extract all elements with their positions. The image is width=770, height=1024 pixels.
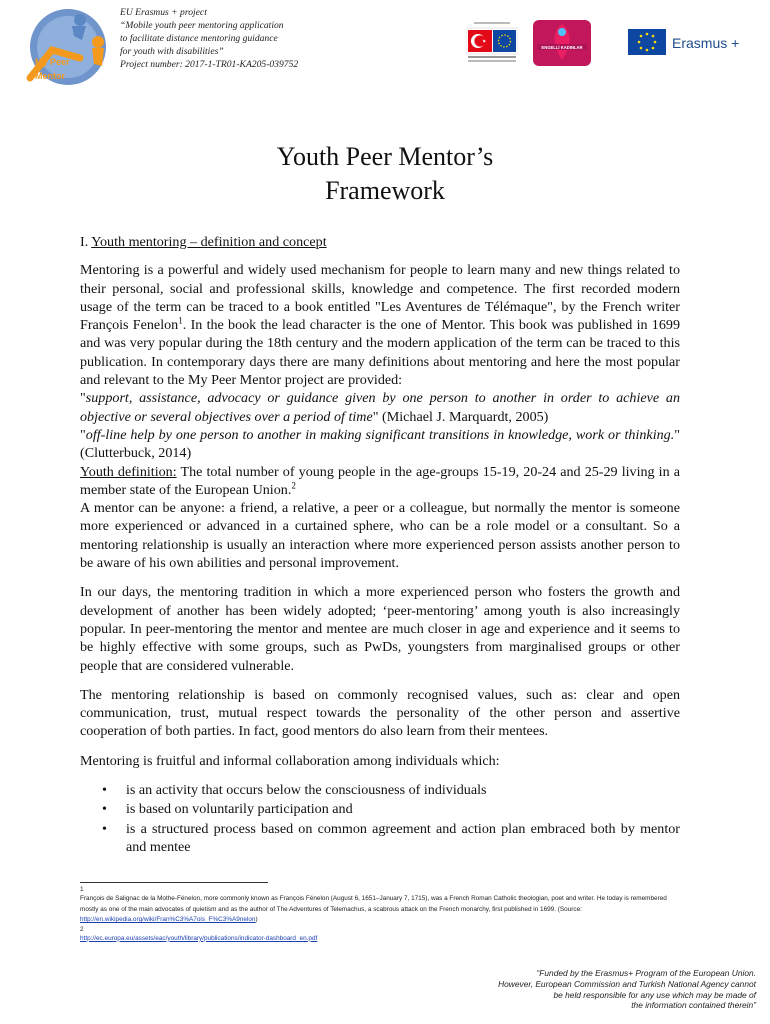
disclaimer-line: the information contained therein” <box>631 1000 756 1011</box>
logo-text-2: Mentor <box>35 71 65 81</box>
erasmus-plus-logo <box>628 27 756 57</box>
footnote-text: François de Salignac de la Mothe-Fénelon, more commonly known as François Fénelon (August 6, 1651–January 7, 1715), was a French Roman Catholic theologian, poet and writer. He today is remembered mostly as one of the main advocates of quietism and as the author of The Adventures of Telemachus, a scabrous attack on the French monarchy, first published in 1699. (Source: <box>80 895 667 913</box>
definition-quote-1 <box>80 389 680 426</box>
quote-source: " (Clutterbuck, 2014) <box>80 426 680 462</box>
paragraph-intro <box>80 261 680 389</box>
quote-text: off-line help by one person to another in making significant transitions in knowledge, work or thinking. <box>85 426 675 443</box>
footnote-number: 1 <box>80 886 84 893</box>
paragraph-our-days: In our days, the mentoring tradition in which a more experienced person who fosters the growth and development of another has been widely adopted; ‘peer-mentoring’ among youth is also increasingly popular. In peer-mentoring the mentor and mentee are much closer in age and experience and it seems to be highly effective with some groups, such as PwDs, youngsters from marginalised groups or other people that are considered vulnerable. <box>80 584 680 674</box>
funding-disclaimer <box>416 968 756 1011</box>
paragraph-relationship: The mentoring relationship is based on commonly recognised values, such as: clear and open communication, trust, mutual respect towards the personality of the other person and assertive cooperation of both parties. In fact, good mentors do also learn from their mentees. <box>80 686 680 740</box>
list-item: • is an activity that occurs below the consciousness of individuals <box>80 781 680 799</box>
eu-flag-icon <box>628 27 756 57</box>
paragraph-fruitful: Mentoring is fruitful and informal collaboration among individuals which: <box>80 752 500 769</box>
intro-text: Mentoring is a powerful and widely used mechanism for people to learn many and new things related to their personal, social and professional skills, knowledge and competence. The first recorded modern usage of the term can be traced to a book entitled "Les Aventures de Télémaque", by the French writer François Fenelon <box>80 262 680 334</box>
erasmus-label: Erasmus + <box>672 35 740 51</box>
turkey-eu-partner-logo <box>466 20 518 66</box>
footnote-link[interactable]: http://en.wikipedia.org/wiki/Fran%C3%A7ois_F%C3%A9nelon <box>80 916 256 924</box>
section-heading <box>80 233 680 251</box>
project-number: Project number: 2017-1-TR01-KA205-039752 <box>120 59 299 70</box>
disclaimer-line: be held responsible for any use which may be made of <box>553 989 756 1000</box>
footnote-2 <box>80 926 680 945</box>
footnote-separator <box>80 882 268 883</box>
section-title: Youth mentoring – definition and concept <box>91 234 327 250</box>
quote-source: " (Michael J. Marquardt, 2005) <box>372 408 549 425</box>
footnotes <box>80 886 680 944</box>
logo-text-1: My Peer <box>35 57 70 67</box>
quote-text: support, assistance, advocacy or guidance given by one person to another in order to achieve an objective or several objectives over a period of time <box>80 390 680 425</box>
footnote-link[interactable]: http://ec.europa.eu/assets/eac/youth/library/publications/indicator-dashboard_en.pdf <box>80 934 318 942</box>
list-item: • is based on voluntarily participation and <box>80 800 680 818</box>
definition-quote-2 <box>80 426 680 463</box>
project-line: “Mobile youth peer mentoring application <box>120 20 284 31</box>
project-line: EU Erasmus + project <box>120 7 207 18</box>
intro-text-cont: . In the book the lead character is the one of Mentor. This book was published in 1699 and was very popular during the 18th century and the modern application of the term can be traced to this publication. In contemporary days there are many definitions about mentoring and here the most popular and relevant to the My Peer Mentor project are provided: <box>80 317 680 389</box>
footnote-ref-2[interactable]: 2 <box>291 480 296 491</box>
quote-mark: " <box>80 426 86 443</box>
footnote-1 <box>80 886 680 926</box>
mentoring-characteristics-list <box>80 781 680 856</box>
document-body <box>80 233 680 857</box>
page-header <box>0 0 770 100</box>
title-line-1: Youth Peer Mentor’s <box>276 142 494 171</box>
list-item: • is a structured process based on common agreement and action plan embraced both by mentor and mentee <box>80 820 680 857</box>
my-peer-mentor-logo <box>22 6 114 88</box>
project-line: to facilitate distance mentoring guidance <box>120 33 278 44</box>
title-line-2: Framework <box>325 176 445 205</box>
partner-label: ENGELLİ KADINLAR <box>541 45 583 50</box>
footnote-ref-1[interactable]: 1 <box>178 315 183 326</box>
youth-definition-label: Youth definition: <box>80 463 177 480</box>
project-line: for youth with disabilities” <box>120 46 224 57</box>
youth-definition <box>80 463 680 500</box>
paragraph-mentor: A mentor can be anyone: a friend, a relative, a peer or a colleague, but normally the mentor is someone more experienced or advanced in a curtained sphere, who can be a role model or a consultant. So a mentoring relationship is usually an interaction where more experienced person assists another person to be aware of his own abilities and personal improvement. <box>80 500 680 572</box>
disclaimer-line: “Funded by the Erasmus+ Program of the European Union. <box>536 968 756 978</box>
disclaimer-line: However, European Commission and Turkish National Agency cannot <box>498 978 756 989</box>
section-number: I. <box>80 234 92 250</box>
youth-definition-text: The total number of young people in the age-groups 15-19, 20-24 and 25-29 living in a member state of the European Union. <box>80 463 680 498</box>
footnote-close: ) <box>255 916 258 924</box>
page-title <box>0 140 770 208</box>
project-info <box>120 6 330 71</box>
quote-mark: " <box>80 390 86 407</box>
footnote-number: 2 <box>80 925 84 933</box>
engelli-kadinlar-logo <box>533 20 591 66</box>
